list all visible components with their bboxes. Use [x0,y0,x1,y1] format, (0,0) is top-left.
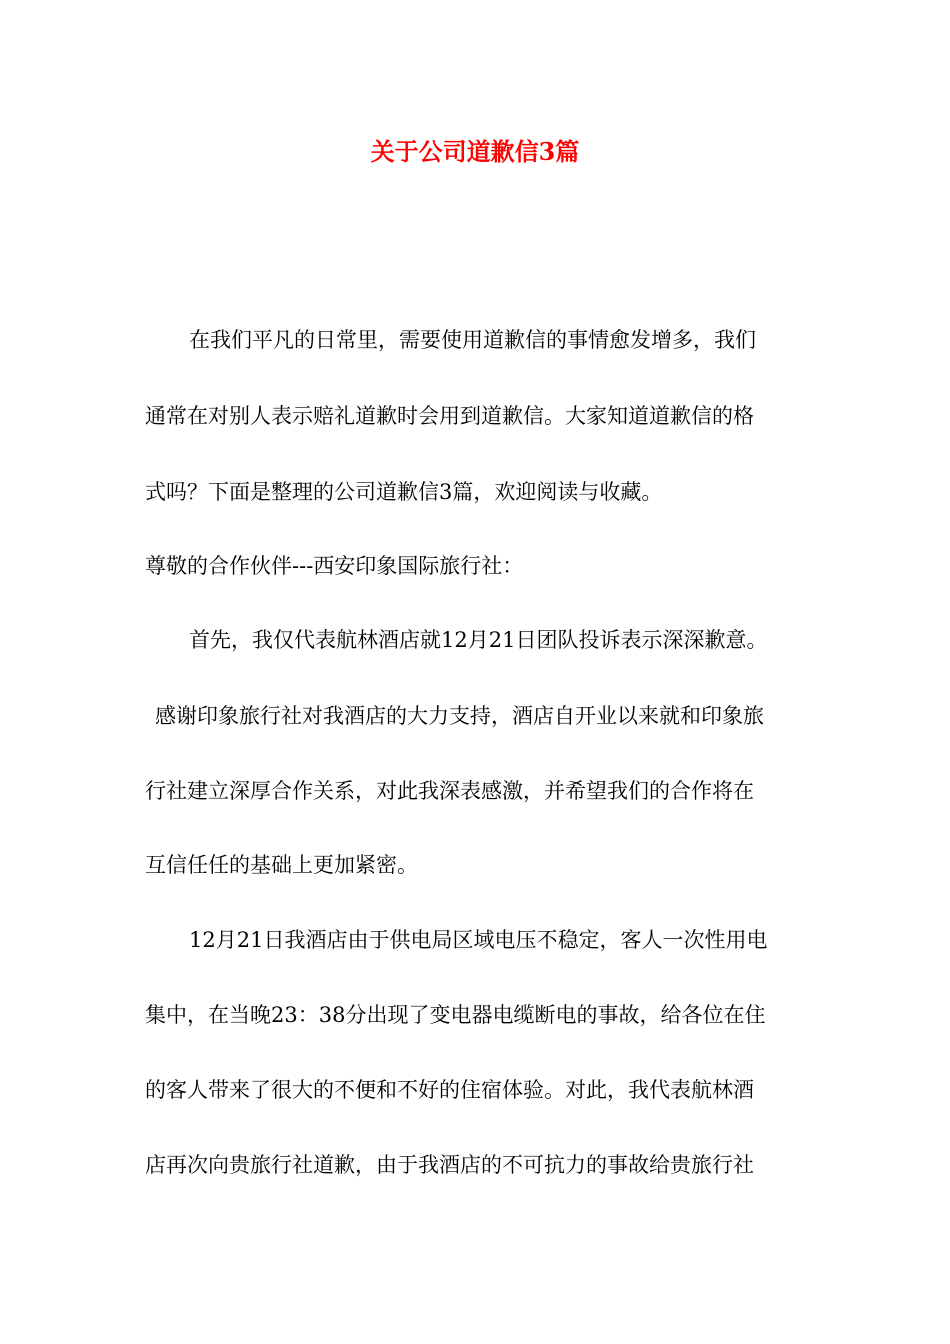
body-line-1: 在我们平凡的日常里，需要使用道歉信的事情愈发增多，我们 [189,328,756,352]
body-line-3: 式吗？下面是整理的公司道歉信3篇，欢迎阅读与收藏。 [145,480,663,504]
body-line-9: 12月21日我酒店由于供电局区域电压不稳定，客人一次性用电 [189,928,768,952]
document-title: 关于公司道歉信3篇 [370,137,580,166]
salutation-line: 尊敬的合作伙伴---西安印象国际旅行社： [145,554,524,578]
body-line-5: 首先，我仅代表航林酒店就12月21日团队投诉表示深深歉意。 [189,628,768,652]
body-line-11: 的客人带来了很大的不便和不好的住宿体验。对此，我代表航林酒 [145,1078,754,1102]
body-line-6: 感谢印象旅行社对我酒店的大力支持，酒店自开业以来就和印象旅 [155,704,764,728]
body-line-10: 集中，在当晚23：38分出现了变电器电缆断电的事故，给各位在住 [145,1003,766,1027]
body-line-12: 店再次向贵旅行社道歉，由于我酒店的不可抗力的事故给贵旅行社 [145,1153,754,1177]
body-line-2: 通常在对别人表示赔礼道歉时会用到道歉信。大家知道道歉信的格 [145,404,754,428]
body-line-8: 互信任任的基础上更加紧密。 [145,853,418,877]
body-line-7: 行社建立深厚合作关系，对此我深表感激，并希望我们的合作将在 [145,779,754,803]
